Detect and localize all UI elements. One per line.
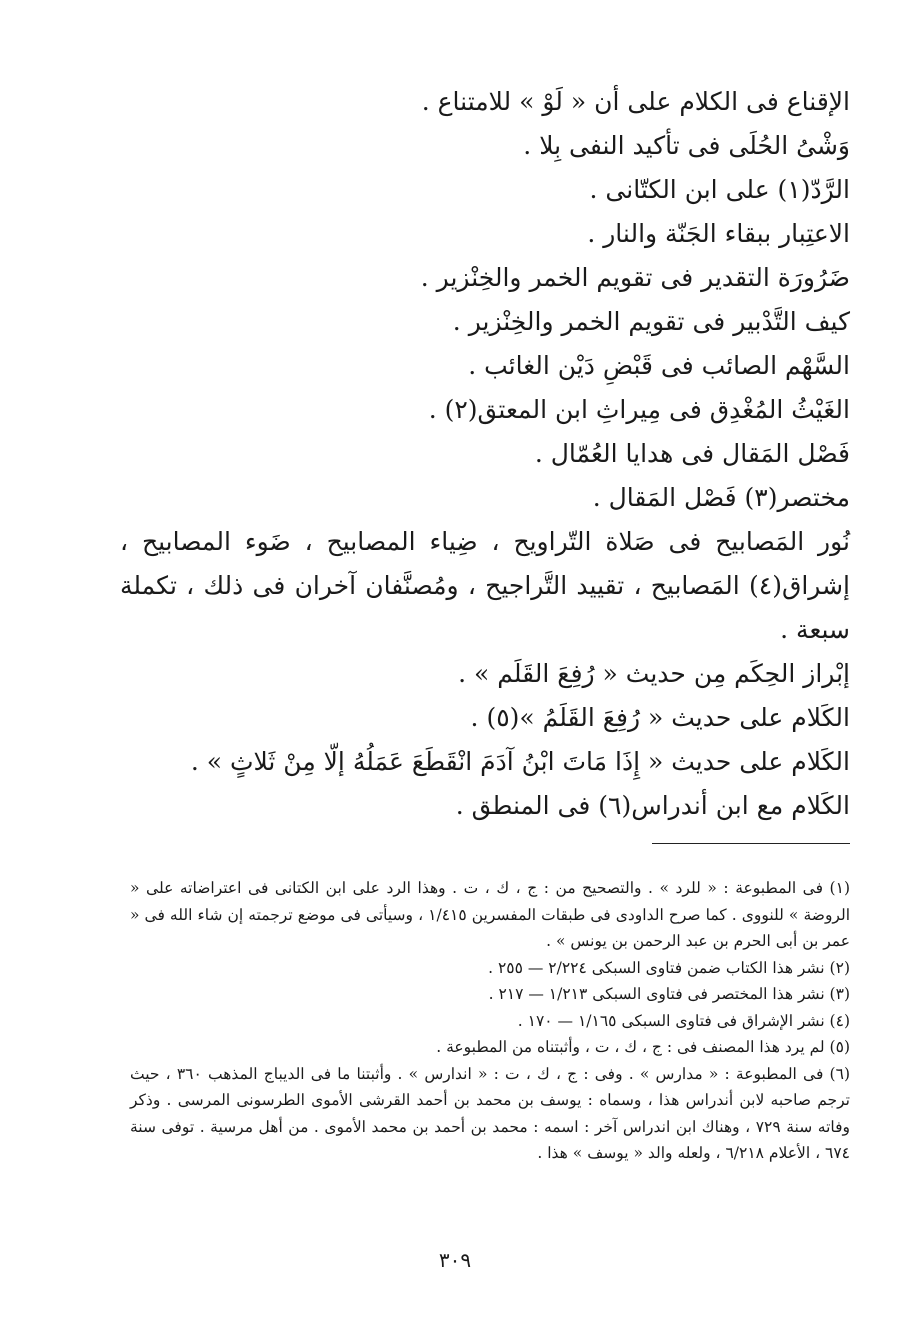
work-title-line: وَشْىُ الحُلَى فى تأكيد النفى بِلا . bbox=[523, 131, 850, 160]
work-title-line: مختصر(٣) فَصْل المَقال . bbox=[592, 483, 850, 512]
work-title-line: الاعتِبار ببقاء الجَنّة والنار . bbox=[587, 219, 850, 248]
work-title-line: السَّهْم الصائب فى قَبْضِ دَيْن الغائب . bbox=[468, 351, 850, 380]
work-title-line: كيف التَّدْبير فى تقويم الخمر والخِنْزير . bbox=[452, 307, 850, 336]
footnote-divider bbox=[652, 843, 850, 844]
footnotes bbox=[130, 875, 850, 1167]
footnote: (٦) فى المطبوعة : « مدارس » . وفى : ج ، ك ، ت : « اندارس » . وأثبتنا ما فى الديباج المذهب ٣٦٠ ، حيث ترجم صاحبه لابن أندراس هذا ، وسماه : يوسف بن محمد بن أحمد القرشى الأموى الطرسونى المرسى . وذكر وفاته سنة ٧٢٩ ، وهناك ابن اندراس آخر : اسمه : محمد بن أحمد بن محمد الأموى . من أهل مرسية . توفى سنة ٦٧٤ ، الأعلام ٦/٢١٨ ، ولعله والد « يوسف » هذا . bbox=[130, 1064, 850, 1162]
work-title-line: الكَلام على حديث « رُفِعَ القَلَمُ »(٥) . bbox=[470, 703, 850, 732]
footnote: (٣) نشر هذا المختصر فى فتاوى السبكى ١/٢١٣ — ٢١٧ . bbox=[488, 985, 850, 1003]
footnote: (٢) نشر هذا الكتاب ضمن فتاوى السبكى ٢/٢٢٤ — ٢٥٥ . bbox=[488, 958, 850, 977]
work-title-line: الغَيْثُ المُغْدِق فى مِيراثِ ابن المعتق(٢) . bbox=[428, 395, 850, 424]
work-title-line: الإقناع فى الكلام على أن « لَوْ » للامتناع . bbox=[421, 87, 850, 116]
work-title-line: ضَرُورَة التقدير فى تقويم الخمر والخِنْزير . bbox=[420, 263, 850, 292]
work-title-line: الكَلام على حديث « إِذَا مَاتَ ابْنُ آدَمَ انْقَطَعَ عَمَلُهُ إلّا مِنْ ثَلاثٍ » . bbox=[190, 747, 850, 776]
works-list bbox=[120, 80, 850, 828]
work-title-paragraph: نُور المَصابيح فى صَلاة التّراويح ، ضِياء المصابيح ، ضَوء المصابيح ، إشراق(٤) المَصابيح ، تقييد التَّراجيح ، ومُصنَّفان آخران فى ذلك ، تكملة سبعة . bbox=[120, 527, 850, 644]
footnote: (٤) نشر الإشراق فى فتاوى السبكى ١/١٦٥ — ١٧٠ . bbox=[517, 1011, 850, 1030]
work-title-line: الرَّدّ(١) على ابن الكتّانى . bbox=[589, 175, 850, 204]
work-title-line: الكَلام مع ابن أندراس(٦) فى المنطق . bbox=[455, 791, 850, 820]
work-title-line: فَصْل المَقال فى هدايا العُمّال . bbox=[534, 439, 850, 468]
footnote: (١) فى المطبوعة : « للرد » . والتصحيح من : ج ، ك ، ت . وهذا الرد على ابن الكتانى فى اعتراضاته على « الروضة » للنووى . كما صرح الداودى فى طبقات المفسرين ١/٤١٥ ، وسيأتى فى موضع ترجمته إن شاء الله فى « عمر بن أبى الحرم بن عبد الرحمن بن يونس » . bbox=[130, 879, 851, 950]
work-title-line: إبْراز الحِكَم مِن حديث « رُفِعَ القَلَم » . bbox=[458, 659, 850, 688]
page-number: ٣٠٩ bbox=[438, 1248, 472, 1272]
footnote: (٥) لم يرد هذا المصنف فى : ج ، ك ، ت ، وأثبتناه من المطبوعة . bbox=[436, 1038, 850, 1056]
